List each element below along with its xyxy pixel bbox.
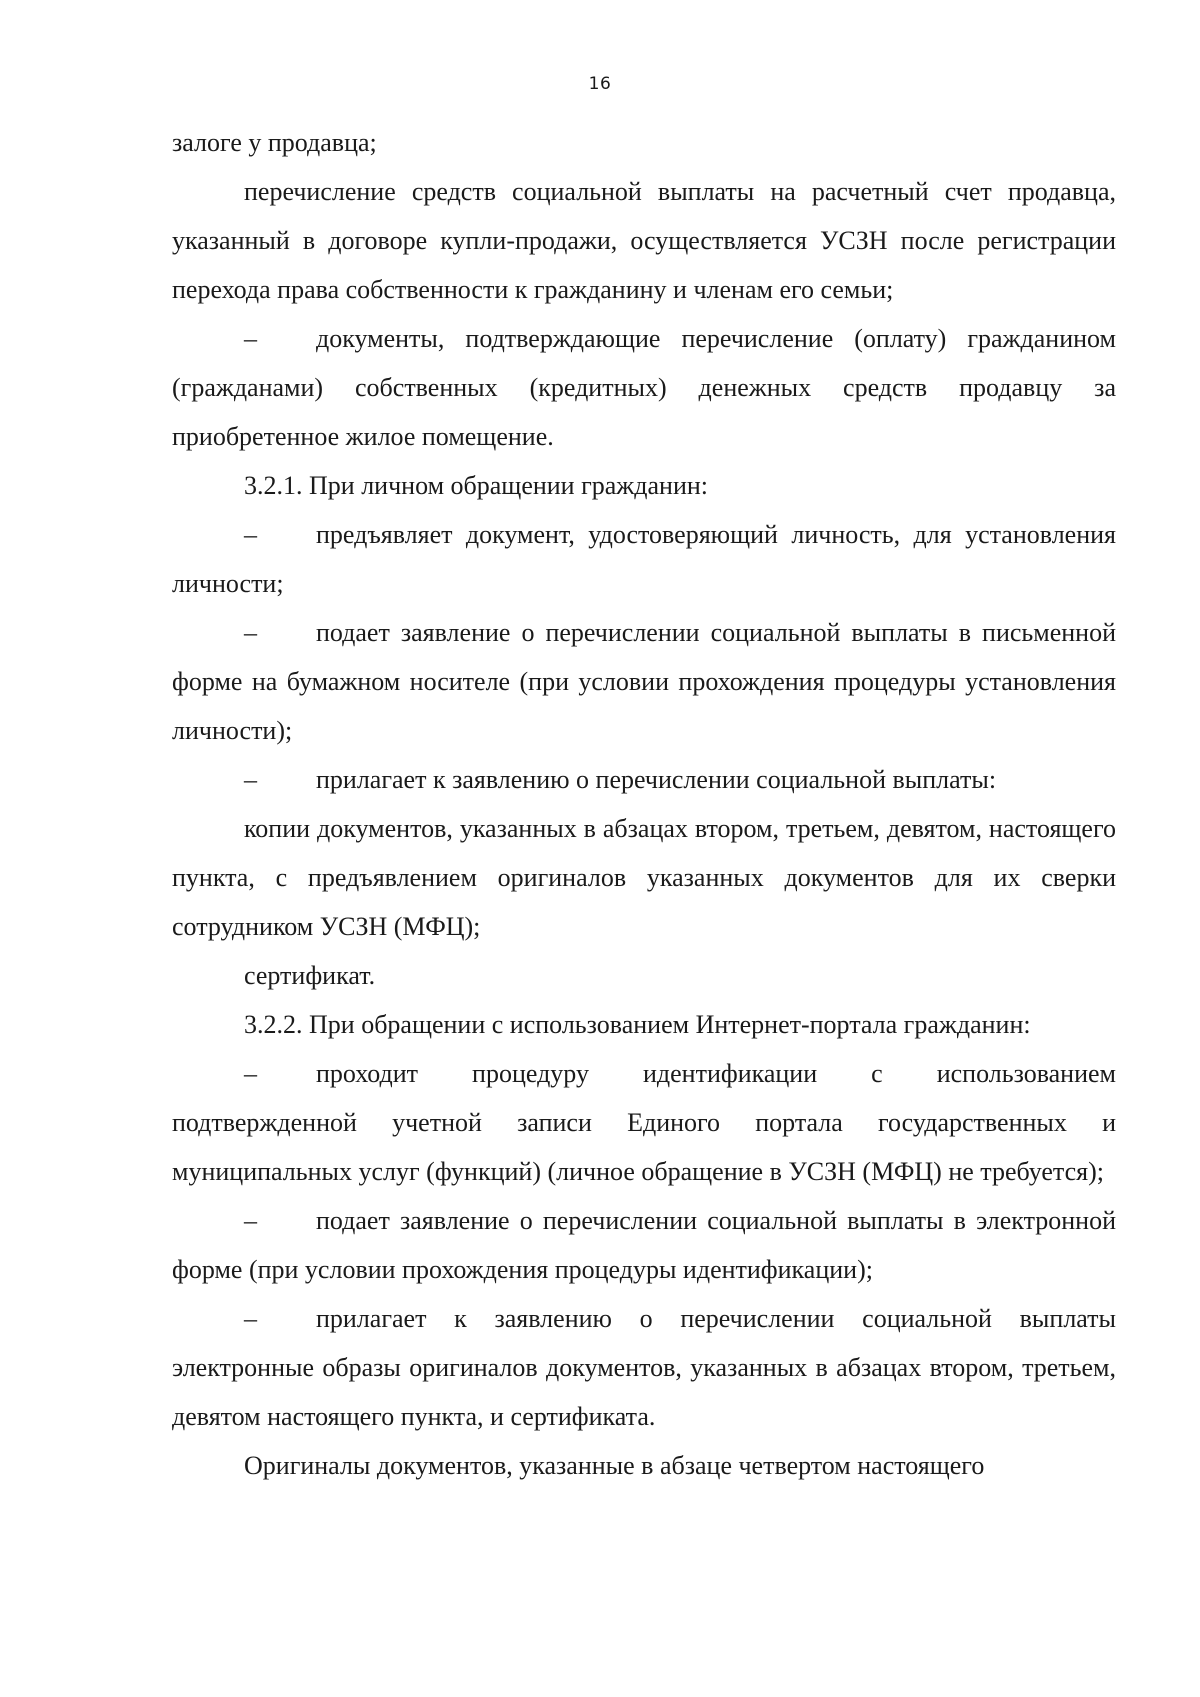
paragraph-3-text: документы, подтверждающие перечисление (оплату) гражданином (гражданами) собственных (кредитных) денежных средств продавцу за приобретенное жилое помещение. (172, 324, 1116, 451)
paragraph-13-text: прилагает к заявлению о перечислении социальной выплаты электронные образы оригиналов документов, указанных в абзацах втором, третьем, девятом настоящего пункта, и сертификата. (172, 1304, 1116, 1431)
paragraph-9: сертификат. (244, 961, 376, 990)
page-number: 16 (588, 74, 612, 94)
list-dash: – (244, 765, 257, 794)
list-dash: – (244, 618, 257, 647)
section-heading-3-2-2: 3.2.2. При обращении с использованием Интернет-портала гражданин: (244, 1010, 1031, 1039)
paragraph-7 (172, 755, 1116, 804)
paragraph-11 (172, 1049, 1116, 1196)
paragraph-8: копии документов, указанных в абзацах втором, третьем, девятом, настоящего пункта, с предъявлением оригиналов указанных документов для их сверки сотрудником УСЗН (МФЦ); (172, 814, 1116, 941)
paragraph-6 (172, 608, 1116, 755)
paragraph-3 (172, 314, 1116, 461)
paragraph-5 (172, 510, 1116, 608)
list-dash: – (244, 1206, 257, 1235)
paragraph-5-text: предъявляет документ, удостоверяющий личность, для установления личности; (172, 520, 1116, 598)
paragraph-7-text: прилагает к заявлению о перечислении социальной выплаты: (316, 765, 997, 794)
list-dash: – (244, 520, 257, 549)
paragraph-14: Оригиналы документов, указанные в абзаце четвертом настоящего (244, 1451, 985, 1480)
paragraph-2: перечисление средств социальной выплаты на расчетный счет продавца, указанный в договоре купли-продажи, осуществляется УСЗН после регистрации перехода права собственности к гражданину и членам его семьи; (172, 177, 1116, 304)
document-body (172, 118, 1116, 1490)
paragraph-13 (172, 1294, 1116, 1441)
list-dash: – (244, 1304, 257, 1333)
paragraph-11-text: проходит процедуру идентификации с использованием подтвержденной учетной записи Единого портала государственных и муниципальных услуг (функций) (личное обращение в УСЗН (МФЦ) не требуется); (172, 1059, 1116, 1186)
paragraph-12 (172, 1196, 1116, 1294)
paragraph-6-text: подает заявление о перечислении социальной выплаты в письменной форме на бумажном носителе (при условии прохождения процедуры установления личности); (172, 618, 1116, 745)
list-dash: – (244, 1059, 257, 1088)
paragraph-12-text: подает заявление о перечислении социальной выплаты в электронной форме (при условии прохождения процедуры идентификации); (172, 1206, 1116, 1284)
list-dash: – (244, 324, 257, 353)
section-heading-3-2-1: 3.2.1. При личном обращении гражданин: (244, 471, 709, 500)
paragraph-1: залоге у продавца; (172, 128, 377, 157)
